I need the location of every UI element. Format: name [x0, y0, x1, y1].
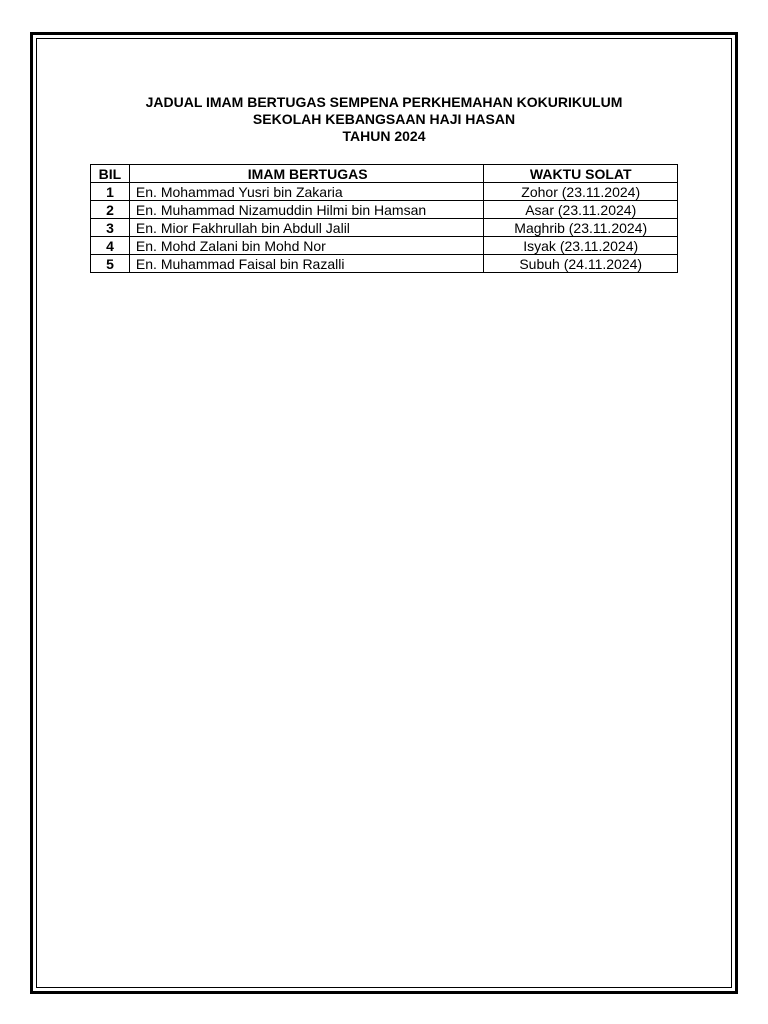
- row-imam: En. Muhammad Faisal bin Razalli: [129, 255, 484, 273]
- table-row: [91, 255, 678, 273]
- header-waktu: WAKTU SOLAT: [484, 165, 678, 183]
- row-bil: 5: [91, 255, 130, 273]
- row-bil: 3: [91, 219, 130, 237]
- row-waktu: Isyak (23.11.2024): [484, 237, 678, 255]
- row-imam: En. Mohd Zalani bin Mohd Nor: [129, 237, 484, 255]
- table-row: [91, 237, 678, 255]
- row-bil: 1: [91, 183, 130, 201]
- title-line-1: JADUAL IMAM BERTUGAS SEMPENA PERKHEMAHAN KOKURIKULUM: [145, 94, 623, 110]
- table-row: [91, 219, 678, 237]
- header-bil: BIL: [91, 165, 130, 183]
- imam-duty-table: [90, 164, 678, 273]
- row-waktu: Maghrib (23.11.2024): [484, 219, 678, 237]
- header-imam: IMAM BERTUGAS: [129, 165, 484, 183]
- row-waktu: Zohor (23.11.2024): [484, 183, 678, 201]
- row-waktu: Subuh (24.11.2024): [484, 255, 678, 273]
- row-waktu: Asar (23.11.2024): [484, 201, 678, 219]
- table-row: [91, 201, 678, 219]
- row-bil: 4: [91, 237, 130, 255]
- document-title: [0, 94, 768, 145]
- row-bil: 2: [91, 201, 130, 219]
- title-line-3: TAHUN 2024: [342, 128, 426, 144]
- row-imam: En. Muhammad Nizamuddin Hilmi bin Hamsan: [129, 201, 484, 219]
- table-header-row: [91, 165, 678, 183]
- table-row: [91, 183, 678, 201]
- row-imam: En. Mohammad Yusri bin Zakaria: [129, 183, 484, 201]
- title-line-2: SEKOLAH KEBANGSAAN HAJI HASAN: [252, 111, 516, 127]
- row-imam: En. Mior Fakhrullah bin Abdull Jalil: [129, 219, 484, 237]
